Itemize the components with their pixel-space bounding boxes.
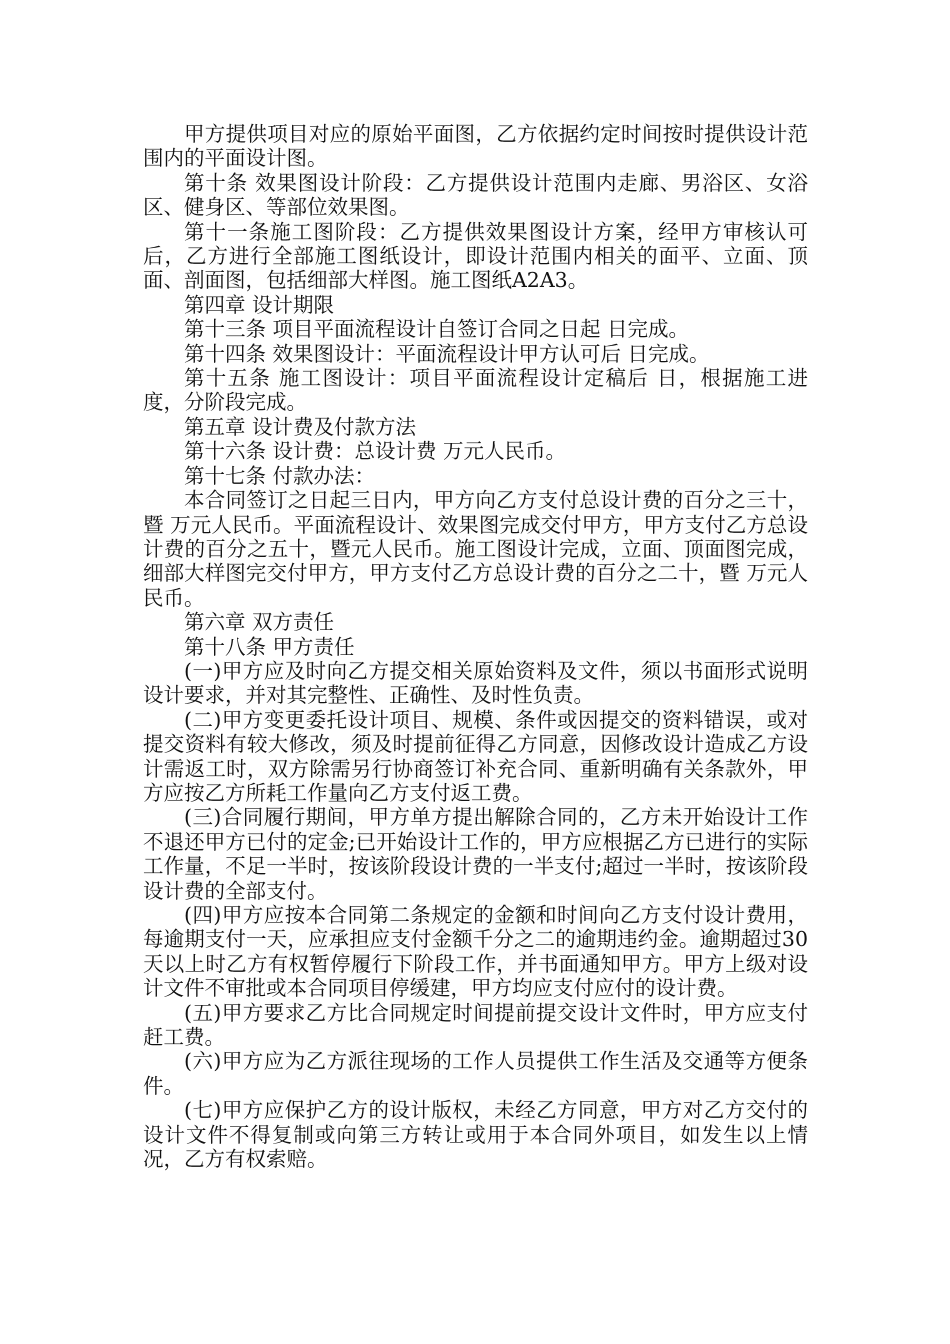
chapter-5-heading: 第五章 设计费及付款方法 xyxy=(184,414,417,439)
article-17: 第十七条 付款办法： xyxy=(184,463,376,488)
clause-5: (五)甲方要求乙方比合同规定时间提前提交设计文件时，甲方应支付赶工费。 xyxy=(143,1000,808,1050)
article-13: 第十三条 项目平面流程设计自签订合同之日起 日完成。 xyxy=(184,317,690,342)
clause-2: (二)甲方变更委托设计项目、规模、条件或因提交的资料错误，或对提交资料有较大修改，须及时提前征得乙方同意，因修改设计造成乙方设计需返工时，双方除需另行协商签订补充合同、重新明确有关条款外，甲方应按乙方所耗工作量向乙方支付返工费。 xyxy=(143,707,808,805)
contract-body xyxy=(143,122,808,1171)
clause-3: (三)合同履行期间，甲方单方提出解除合同的，乙方未开始设计工作不退还甲方已付的定金;已开始设计工作的，甲方应根据乙方已进行的实际工作量，不足一半时，按该阶段设计费的一半支付;超过一半时，按该阶段设计费的全部支付。 xyxy=(143,805,808,903)
article-15: 第十五条 施工图设计：项目平面流程设计定稿后 日，根据施工进度，分阶段完成。 xyxy=(143,366,808,415)
clause-7: (七)甲方应保护乙方的设计版权，未经乙方同意，甲方对乙方交付的设计文件不得复制或向第三方转让或用于本合同外项目，如发生以上情况，乙方有权索赔。 xyxy=(143,1098,808,1172)
article-16: 第十六条 设计费：总设计费 万元人民币。 xyxy=(184,439,567,464)
chapter-6-heading: 第六章 双方责任 xyxy=(184,610,335,635)
clause-6: (六)甲方应为乙方派往现场的工作人员提供工作生活及交通等方便条件。 xyxy=(143,1049,808,1098)
article-18: 第十八条 甲方责任 xyxy=(184,634,355,659)
article-11: 第十一条施工图阶段：乙方提供效果图设计方案，经甲方审核认可后，乙方进行全部施工图纸设计，即设计范围内相关的面平、立面、顶面、剖面图，包括细部大样图。施工图纸A2A3。 xyxy=(143,219,808,293)
clause-4: (四)甲方应按本合同第二条规定的金额和时间向乙方支付设计费用，每逾期支付一天，应承担应支付金额千分之二的逾期违约金。逾期超过30天以上时乙方有权暂停履行下阶段工作，并书面通知甲方。甲方上级对设计文件不审批或本合同项目停缓建，甲方均应支付应付的设计费。 xyxy=(143,903,808,1001)
article-14: 第十四条 效果图设计：平面流程设计甲方认可后 日完成。 xyxy=(184,341,710,366)
chapter-4-heading: 第四章 设计期限 xyxy=(184,292,335,317)
paragraph: 甲方提供项目对应的原始平面图，乙方依据约定时间按时提供设计范围内的平面设计图。 xyxy=(143,122,808,171)
article-10: 第十条 效果图设计阶段：乙方提供设计范围内走廊、男浴区、女浴区、健身区、等部位效果图。 xyxy=(143,170,808,220)
payment-terms: 本合同签订之日起三日内，甲方向乙方支付总设计费的百分之三十，暨 万元人民币。平面流程设计、效果图完成交付甲方，甲方支付乙方总设计费的百分之五十，暨元人民币。施工图设计完成，立面、顶面图完成，细部大样图完交付甲方，甲方支付乙方总设计费的百分之二十，暨 万元人民币。 xyxy=(143,488,808,610)
clause-1: (一)甲方应及时向乙方提交相关原始资料及文件，须以书面形式说明设计要求，并对其完整性、正确性、及时性负责。 xyxy=(143,658,808,708)
